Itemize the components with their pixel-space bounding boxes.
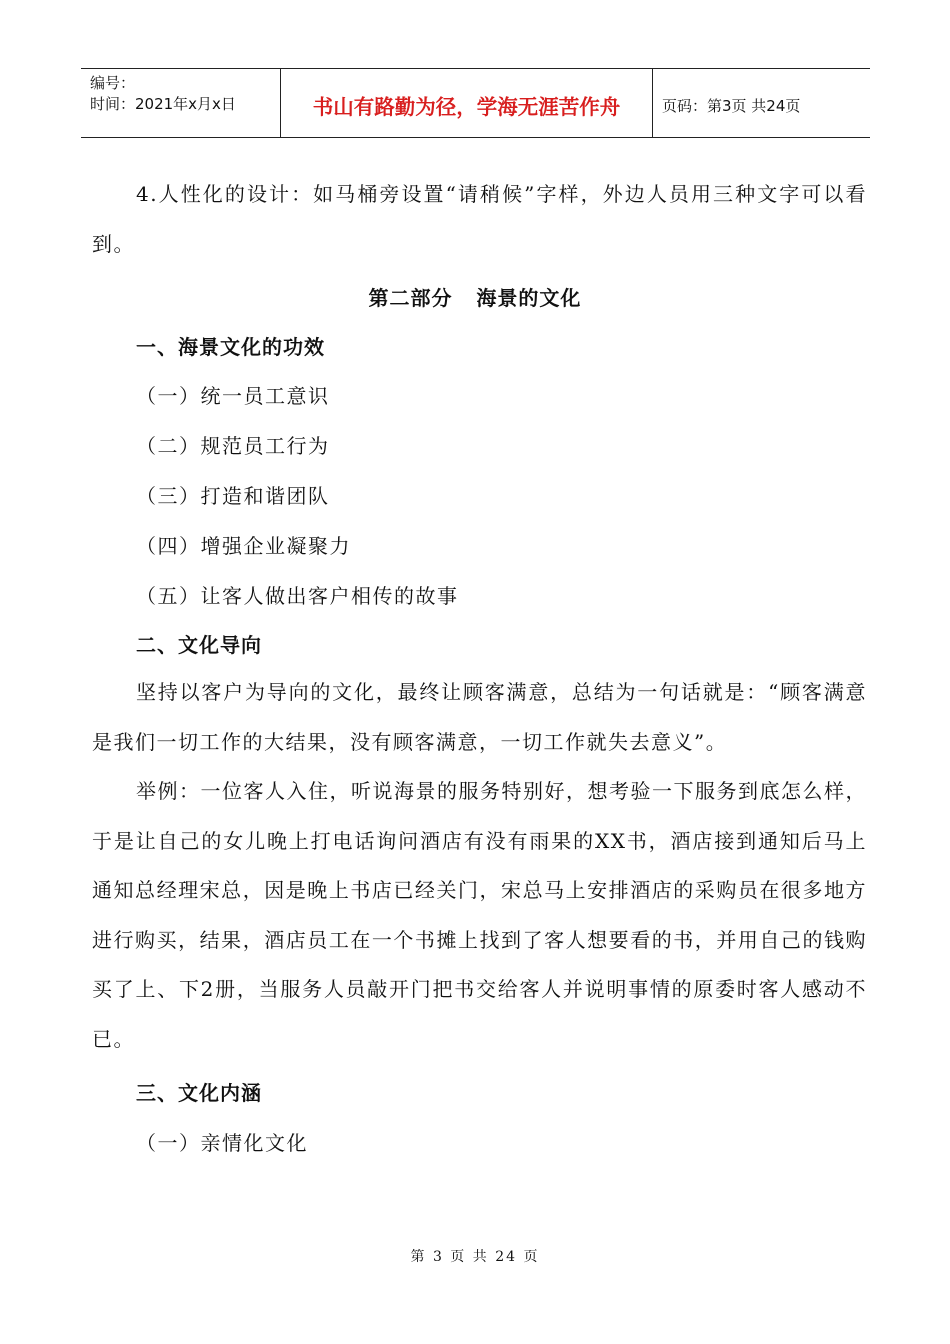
- document-header: [81, 68, 870, 138]
- section-1-item: （四）增强企业凝聚力: [136, 534, 351, 558]
- page-footer: 第 3 页 共 24 页: [410, 1249, 540, 1265]
- page-info: 页码：第3页 共24页: [662, 96, 801, 115]
- header-motto-cell: [281, 69, 653, 137]
- motto-text: 书山有路勤为径，学海无涯苦作舟: [312, 95, 621, 119]
- number-label: 编号：: [90, 74, 136, 92]
- time-label: 时间：2021年x月x日: [90, 95, 236, 113]
- section-1-item: （二）规范员工行为: [136, 434, 330, 458]
- header-page-cell: [653, 69, 870, 137]
- header-meta-cell: [81, 69, 281, 137]
- section-3-heading: 三、文化内涵: [136, 1081, 262, 1105]
- section-1-item: （五）让客人做出客户相传的故事: [136, 584, 459, 608]
- section-1-item: （三）打造和谐团队: [136, 484, 330, 508]
- section-2-heading: 二、文化导向: [136, 633, 262, 657]
- section-3-item: （一）亲情化文化: [136, 1131, 308, 1155]
- part-title: 第二部分 海景的文化: [368, 286, 582, 310]
- item-4-paragraph: 4.人性化的设计：如马桶旁设置“请稍候”字样，外边人员用三种文字可以看到。: [92, 182, 867, 256]
- section-2-paragraph-1: 坚持以客户为导向的文化，最终让顾客满意，总结为一句话就是：“顾客满意是我们一切工作的大结果，没有顾客满意，一切工作就失去意义”。: [92, 680, 867, 754]
- section-1-heading: 一、海景文化的功效: [136, 335, 325, 359]
- section-2-paragraph-2: 举例：一位客人入住，听说海景的服务特别好，想考验一下服务到底怎么样，于是让自己的女儿晚上打电话询问酒店有没有雨果的XX书，酒店接到通知后马上通知总经理宋总，因是晚上书店已经关门，宋总马上安排酒店的采购员在很多地方进行购买，结果，酒店员工在一个书摊上找到了客人想要看的书，并用自己的钱购买了上、下2册，当服务人员敲开门把书交给客人并说明事情的原委时客人感动不已。: [92, 779, 867, 1051]
- section-1-item: （一）统一员工意识: [136, 384, 330, 408]
